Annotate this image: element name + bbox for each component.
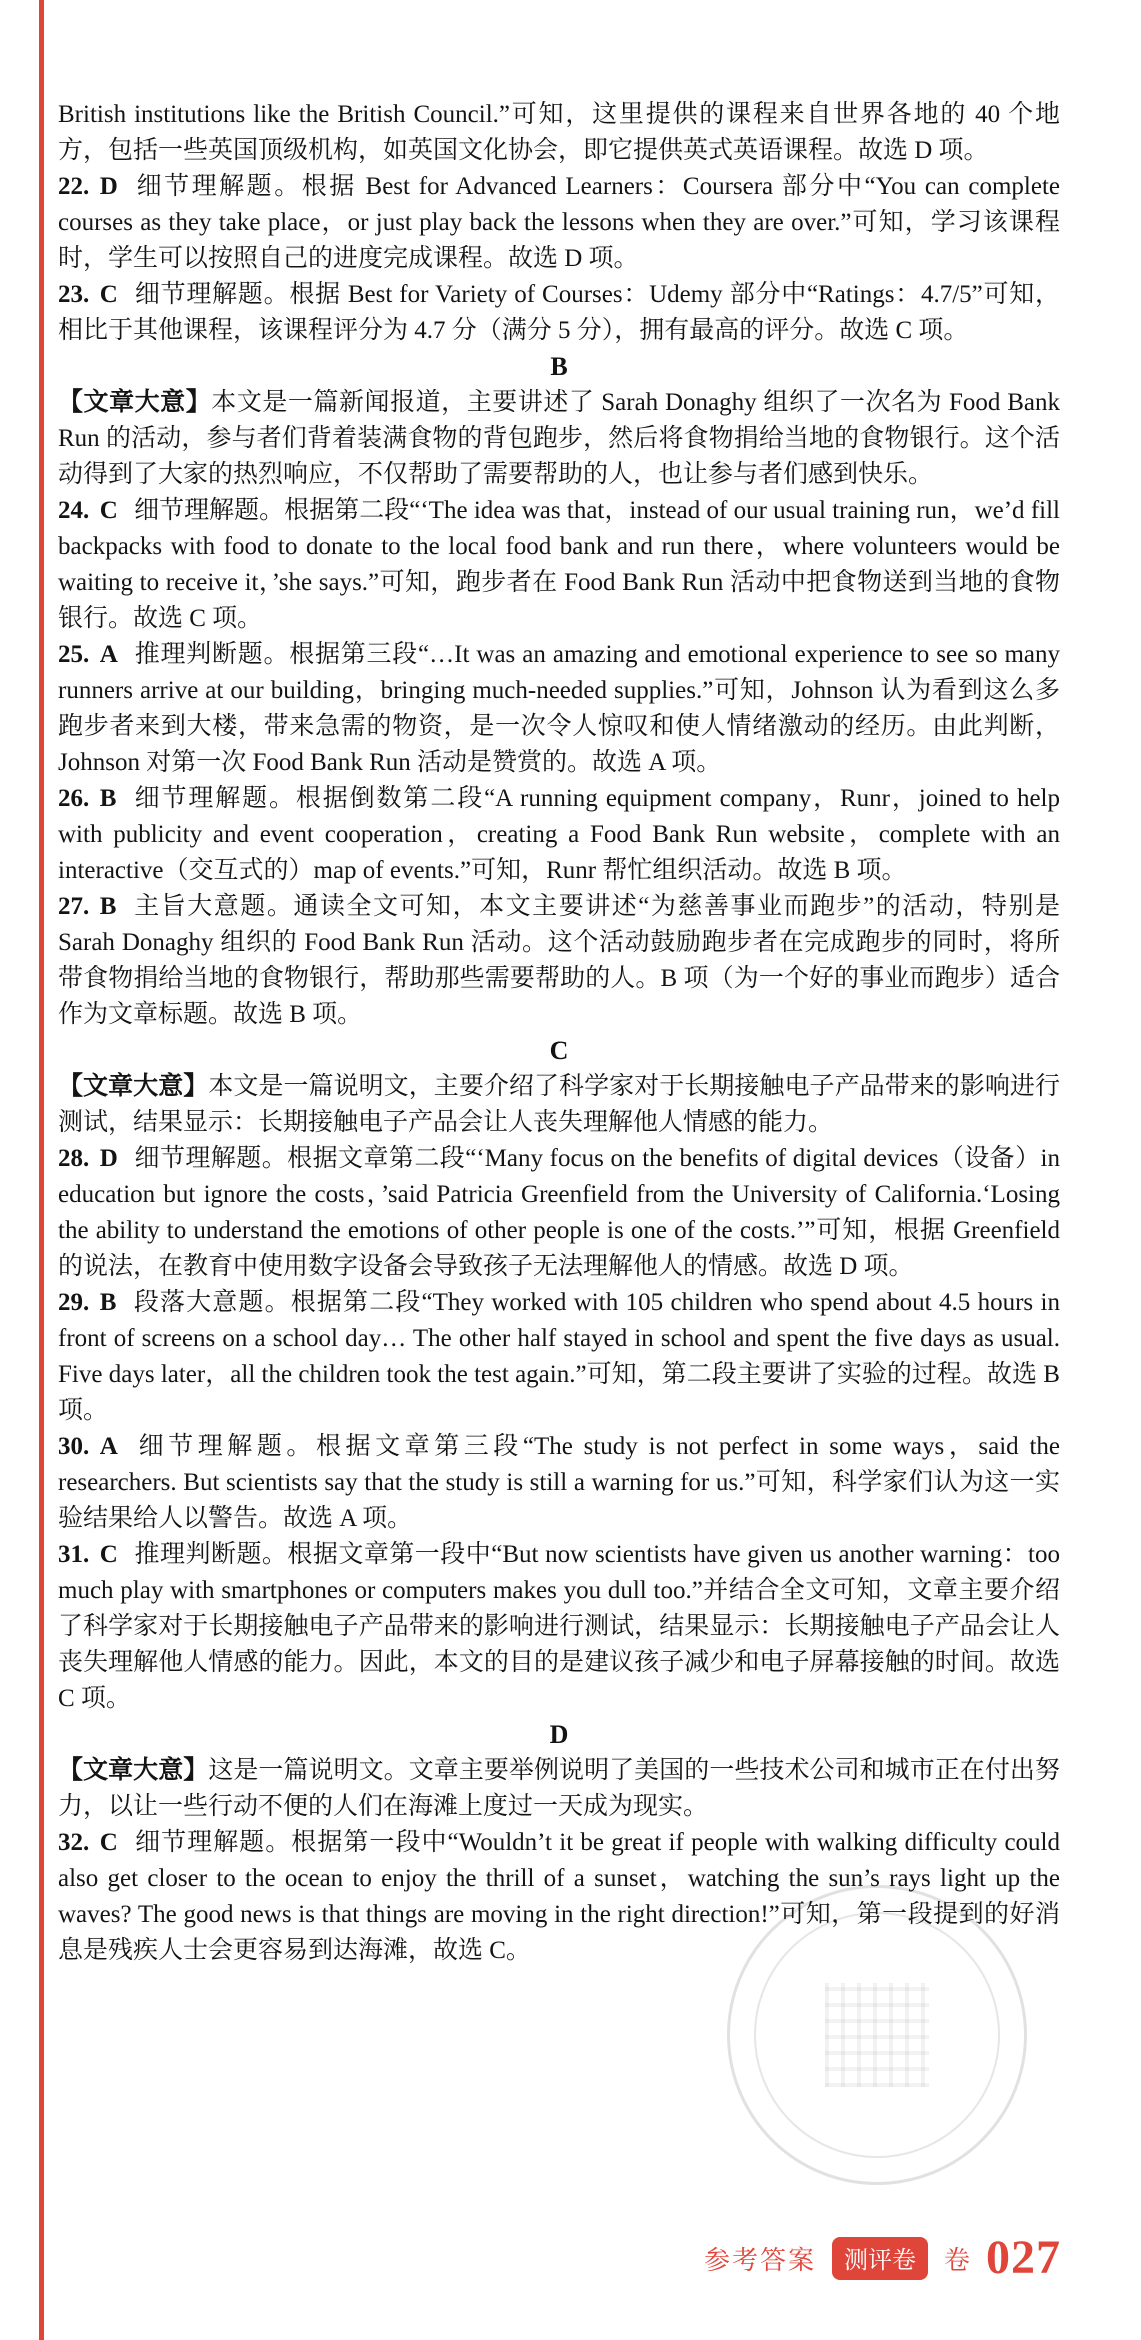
- answer-item-31: [58, 1537, 1060, 1717]
- answer-letter: A: [99, 641, 118, 668]
- question-number: 28.: [58, 1145, 90, 1172]
- watermark-emblem: [825, 1983, 929, 2087]
- answer-item-30: [58, 1429, 1060, 1537]
- footer-paper-badge: 测评卷: [832, 2237, 928, 2280]
- answer-item-27: [58, 889, 1060, 1033]
- question-number: 25.: [58, 641, 90, 668]
- paragraph-continuation: [58, 97, 1060, 169]
- answer-item-29: [58, 1285, 1060, 1429]
- summary-text: 本文是一篇新闻报道，主要讲述了 Sarah Donaghy 组织了一次名为 Food Bank Run 的活动，参与者们背着装满食物的背包跑步，然后将食物捐给当地的食物银行。这个活动得到了大家的热烈响应，不仅帮助了需要帮助的人，也让参与者们感到快乐。: [58, 389, 1060, 488]
- left-margin-rule: [39, 0, 44, 2340]
- explanation-text: British institutions like the British Council.”可知，这里提供的课程来自世界各地的 40 个地方，包括一些英国顶级机构，如英国文化协会，即它提供英式英语课程。故选 D 项。: [58, 101, 1060, 164]
- passage-summary-b: [58, 385, 1060, 493]
- question-number: 30.: [58, 1433, 90, 1460]
- answer-item-32: [58, 1825, 1060, 1969]
- question-number: 32.: [58, 1829, 90, 1856]
- explanation-text: 主旨大意题。通读全文可知，本文主要讲述“为慈善事业而跑步”的活动，特别是 Sarah Donaghy 组织的 Food Bank Run 活动。这个活动鼓励跑步者在完成跑步的同时，将所带食物捐给当地的食物银行，帮助那些需要帮助的人。B 项（为一个好的事业而跑步）适合作为文章标题。故选 B 项。: [58, 893, 1060, 1028]
- answer-letter: C: [99, 281, 118, 308]
- explanation-text: 推理判断题。根据第三段“…It was an amazing and emotional experience to see so many runners arrive at our building，bringing much-needed supplies.”可知，Johnson 认为看到这么多跑步者来到大楼，带来急需的物资，是一次令人惊叹和使人情绪激动的经历。由此判断，Johnson 对第一次 Food Bank Run 活动是赞赏的。故选 A 项。: [58, 641, 1060, 776]
- question-number: 22.: [58, 173, 90, 200]
- section-header-d: D: [549, 1720, 569, 1749]
- summary-text: 本文是一篇说明文，主要介绍了科学家对于长期接触电子产品带来的影响进行测试，结果显示：长期接触电子产品会让人丧失理解他人情感的能力。: [58, 1073, 1060, 1136]
- summary-label: 【文章大意】: [58, 389, 212, 416]
- section-header-b: B: [550, 352, 568, 381]
- passage-summary-c: [58, 1069, 1060, 1141]
- question-number: 23.: [58, 281, 90, 308]
- explanation-text: 细节理解题。根据倒数第二段“A running equipment company，Runr，joined to help with publicity and event cooperation，creating a Food Bank Run website，complete with an interactive（交互式的）map of events.”可知，Runr 帮忙组织活动。故选 B 项。: [58, 785, 1060, 884]
- footer-answers-label: 参考答案: [703, 2245, 816, 2275]
- answer-letter: C: [99, 1829, 118, 1856]
- answer-letter: A: [99, 1433, 118, 1460]
- answer-item-25: [58, 637, 1060, 781]
- summary-label: 【文章大意】: [58, 1073, 209, 1100]
- explanation-text: 细节理解题。根据 Best for Advanced Learners：Coursera 部分中“You can complete courses as they take place，or just play back the lessons when they are over.”可知，学习该课程时，学生可以按照自己的进度完成课程。故选 D 项。: [58, 173, 1060, 272]
- question-number: 27.: [58, 893, 90, 920]
- section-header-c: C: [549, 1036, 569, 1065]
- answer-item-23: [58, 277, 1060, 349]
- explanation-text: 段落大意题。根据第二段“They worked with 105 children who spend about 4.5 hours in front of screens on a school day… The other half stayed in school and spent the five days as usual. Five days later，all the children took the test again.”可知，第二段主要讲了实验的过程。故选 B 项。: [58, 1289, 1060, 1424]
- explanation-text: 细节理解题。根据第二段“‘The idea was that，instead of our usual training run，we’d fill backpacks with food to donate to the local food bank and run there，where volunteers would be waiting to receive it，’she says.”可知，跑步者在 Food Bank Run 活动中把食物送到当地的食物银行。故选 C 项。: [58, 497, 1060, 632]
- explanation-text: 细节理解题。根据 Best for Variety of Courses：Udemy 部分中“Ratings：4.7/5”可知，相比于其他课程，该课程评分为 4.7 分（满分 5 分），拥有最高的评分。故选 C 项。: [58, 281, 1060, 344]
- summary-text: 这是一篇说明文。文章主要举例说明了美国的一些技术公司和城市正在付出努力，以让一些行动不便的人们在海滩上度过一天成为现实。: [58, 1757, 1060, 1820]
- answer-letter: B: [99, 785, 117, 812]
- question-number: 26.: [58, 785, 90, 812]
- summary-label: 【文章大意】: [58, 1757, 209, 1784]
- answer-item-28: [58, 1141, 1060, 1285]
- answer-letter: B: [99, 1289, 117, 1316]
- footer-volume-label: 卷: [943, 2245, 970, 2275]
- answer-letter: D: [99, 1145, 118, 1172]
- answer-letter: C: [99, 1541, 118, 1568]
- question-number: 24.: [58, 497, 90, 524]
- answer-item-26: [58, 781, 1060, 889]
- answer-item-24: [58, 493, 1060, 637]
- explanation-text: 细节理解题。根据第一段中“Wouldn’t it be great if people with walking difficulty could also get closer to the ocean to enjoy the thrill of a sunset，watching the sun’s rays light up the waves? The good news is that things are moving in the right direction!”可知，第一段提到的好消息是残疾人士会更容易到达海滩，故选 C。: [58, 1829, 1060, 1964]
- answer-item-22: [58, 169, 1060, 277]
- answer-letter: C: [99, 497, 118, 524]
- question-number: 29.: [58, 1289, 90, 1316]
- explanation-text: 细节理解题。根据文章第三段“The study is not perfect in some ways，said the researchers. But scientists say that the study is still a warning for us.”可知，科学家们认为这一实验结果给人以警告。故选 A 项。: [58, 1433, 1060, 1532]
- explanation-text: 推理判断题。根据文章第一段中“But now scientists have given us another warning：too much play with smartphones or computers makes you dull too.”并结合全文可知，文章主要介绍了科学家对于长期接触电子产品带来的影响进行测试，结果显示：长期接触电子产品会让人丧失理解他人情感的能力。因此，本文的目的是建议孩子减少和电子屏幕接触的时间。故选 C 项。: [58, 1541, 1060, 1712]
- question-number: 31.: [58, 1541, 90, 1568]
- page-footer: [703, 2231, 1061, 2284]
- answer-letter: D: [99, 173, 118, 200]
- passage-summary-d: [58, 1753, 1060, 1825]
- answer-content: [58, 97, 1060, 1969]
- footer-page-number: 027: [986, 2231, 1061, 2284]
- explanation-text: 细节理解题。根据文章第二段“‘Many focus on the benefits of digital devices（设备）in education but ignore the costs，’said Patricia Greenfield from the University of California.‘Losing the ability to understand the emotions of other people is one of the costs.’”可知，根据 Greenfield 的说法，在教育中使用数字设备会导致孩子无法理解他人的情感。故选 D 项。: [58, 1145, 1060, 1280]
- answer-letter: B: [99, 893, 117, 920]
